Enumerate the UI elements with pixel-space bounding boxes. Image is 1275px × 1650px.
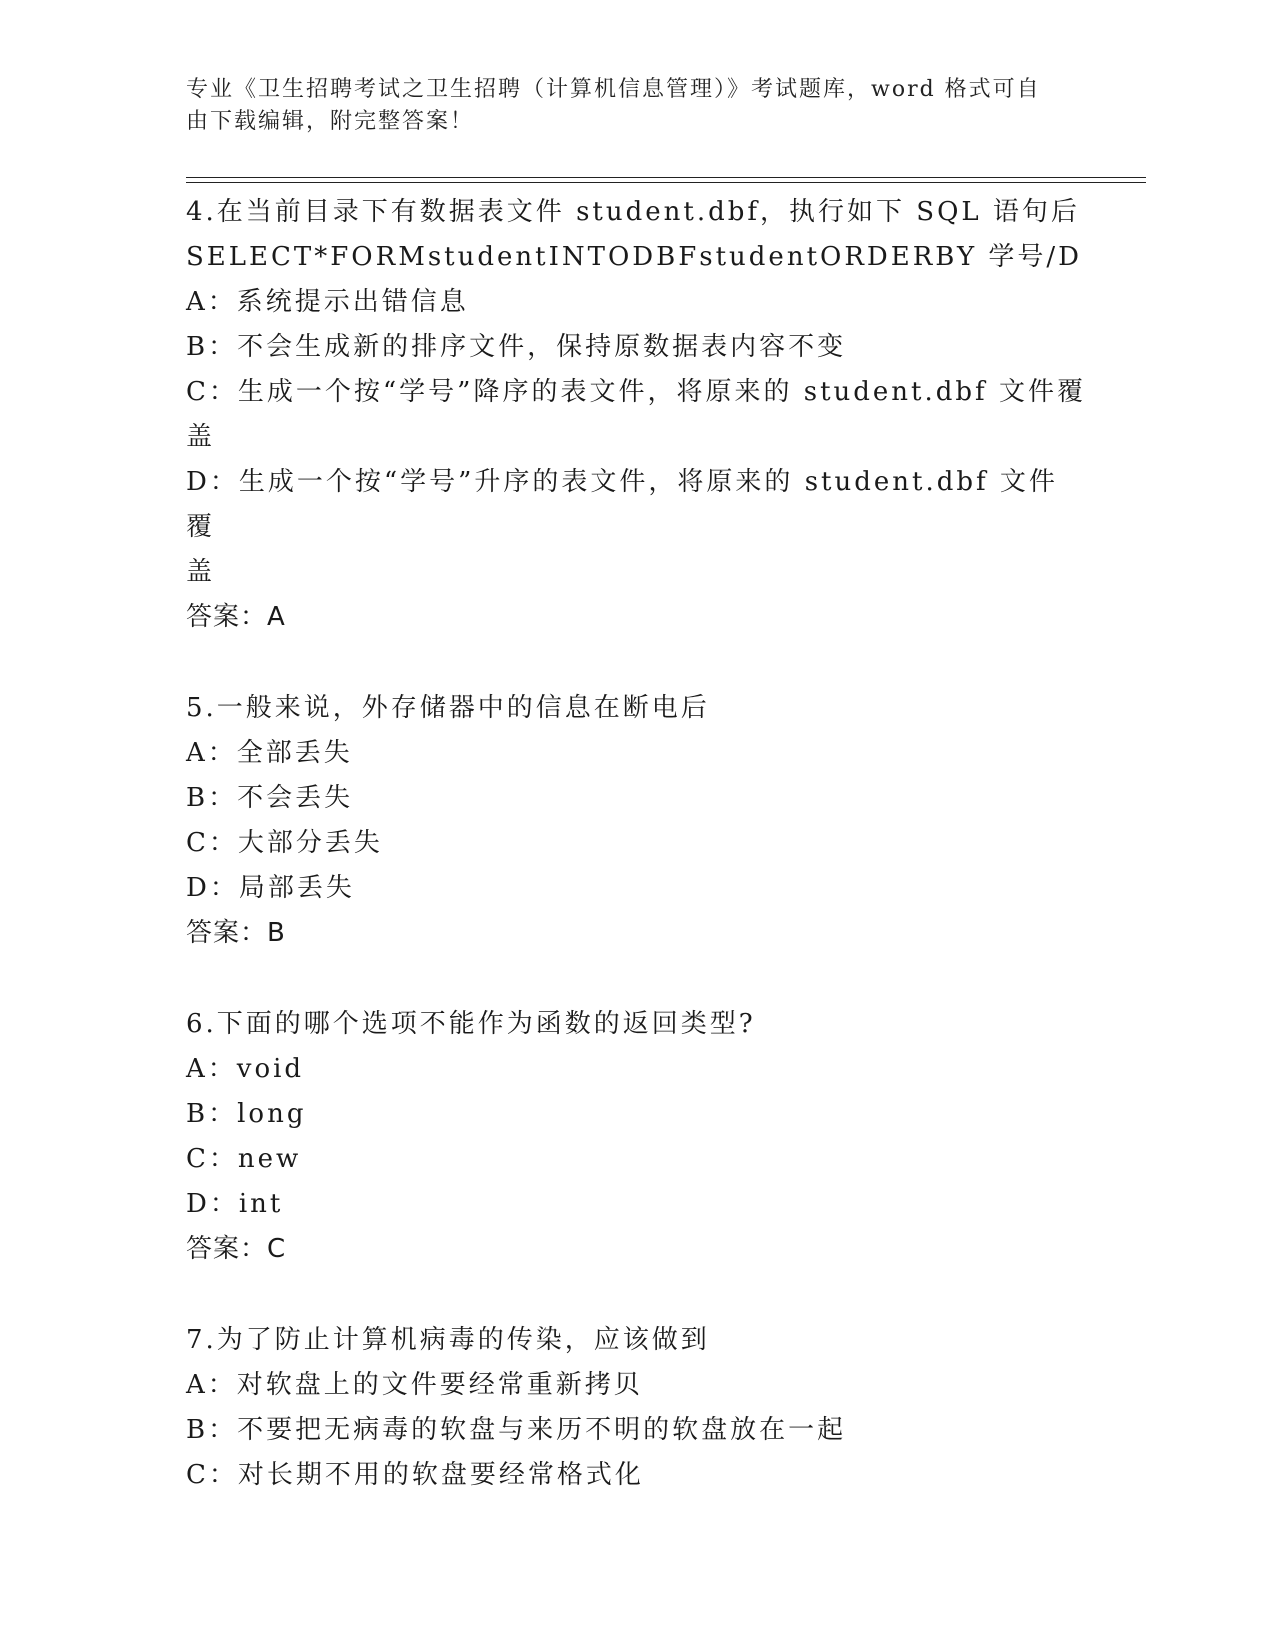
option-c: C：大部分丢失 (186, 828, 383, 858)
question-4 (186, 190, 1086, 640)
question-list (186, 190, 1086, 1544)
header-line-2: 由下载编辑，附完整答案！ (186, 109, 475, 134)
option-c: C：new (186, 1144, 302, 1174)
question-stem: 7.为了防止计算机病毒的传染，应该做到 (186, 1325, 710, 1355)
header-divider-top (186, 177, 1146, 178)
header-line-1: 专业《卫生招聘考试之卫生招聘（计算机信息管理）》考试题库，word 格式可自 (186, 77, 1041, 102)
option-a: A：系统提示出错信息 (186, 287, 469, 317)
question-stem-continued: SELECT*FORMstudentINTODBFstudentORDERBY 学号/D (186, 242, 1082, 272)
option-c: C：对长期不用的软盘要经常格式化 (186, 1460, 644, 1490)
option-c-continued: 盖 (186, 422, 216, 452)
option-a: A：全部丢失 (186, 738, 353, 768)
header-divider-bottom (186, 182, 1146, 183)
answer: 答案：A (186, 602, 286, 632)
question-7 (186, 1318, 1086, 1498)
question-stem: 6.下面的哪个选项不能作为函数的返回类型? (186, 1009, 756, 1039)
option-a: A：对软盘上的文件要经常重新拷贝 (186, 1370, 643, 1400)
option-c: C：生成一个按“学号”降序的表文件，将原来的 student.dbf 文件覆 (186, 377, 1086, 407)
question-stem: 5.一般来说，外存储器中的信息在断电后 (186, 693, 710, 723)
option-d: D：生成一个按“学号”升序的表文件，将原来的 student.dbf 文件覆 (186, 467, 1058, 542)
option-a: A：void (186, 1054, 305, 1084)
option-d: D：int (186, 1189, 284, 1219)
question-6 (186, 1002, 1086, 1272)
option-d-continued: 盖 (186, 557, 216, 587)
option-b: B：不会生成新的排序文件，保持原数据表内容不变 (186, 332, 847, 362)
option-b: B：long (186, 1099, 307, 1129)
question-5 (186, 686, 1086, 956)
option-b: B：不要把无病毒的软盘与来历不明的软盘放在一起 (186, 1415, 847, 1445)
document-header (186, 74, 1086, 138)
option-d: D：局部丢失 (186, 873, 355, 903)
answer: 答案：B (186, 918, 286, 948)
question-stem: 4.在当前目录下有数据表文件 student.dbf，执行如下 SQL 语句后 (186, 197, 1080, 227)
option-b: B：不会丢失 (186, 783, 354, 813)
answer: 答案：C (186, 1234, 287, 1264)
